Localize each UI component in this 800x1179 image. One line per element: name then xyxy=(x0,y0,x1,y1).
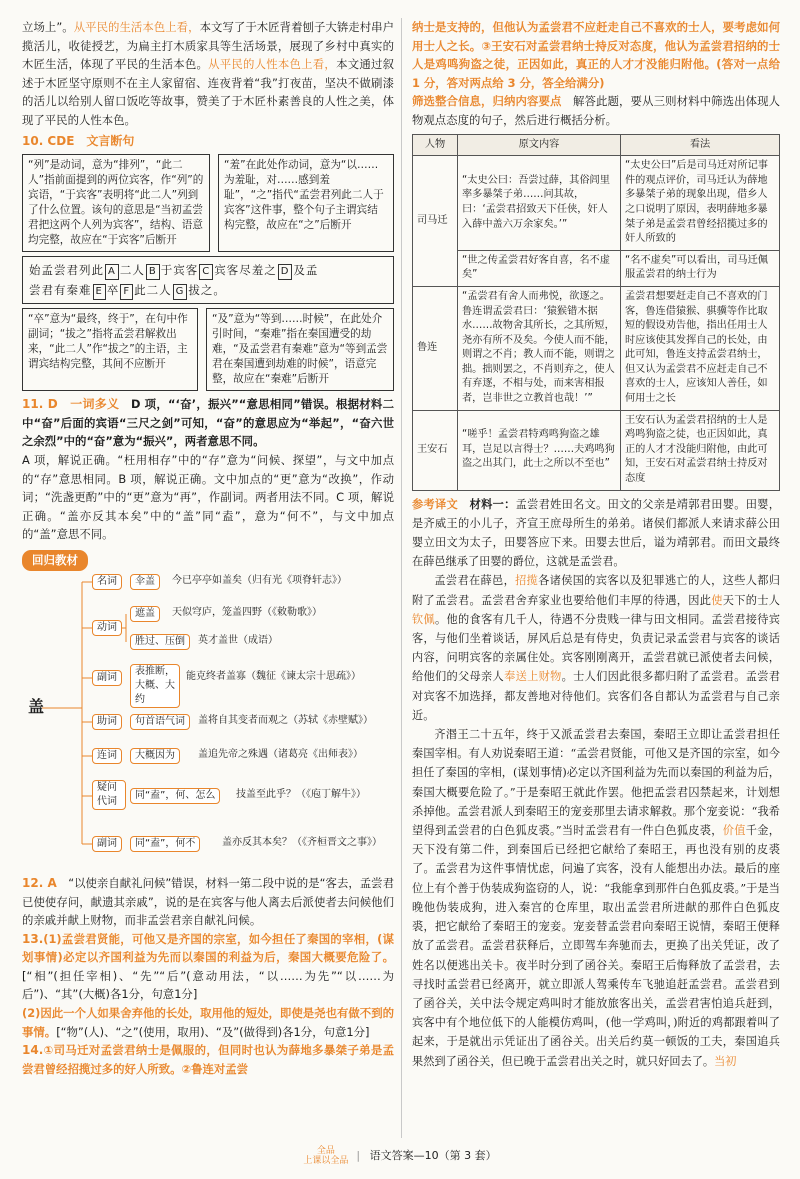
q10-note-zu: “卒”意为“最终，终于”，在句中作副词；“拔之”指将孟尝君解救出来，“此二人”作“拔之”的主语，主谓宾结构完整，其间不应断开 xyxy=(22,308,198,391)
translation-para-3: 齐湣王二十五年，终于又派孟尝君去秦国，秦昭王立即让孟尝君担任秦国宰相。有人劝说秦昭王道：“孟尝君贤能，可他又是齐国的宗室，如今担任了秦国的宰相，(谋划事情)必定以齐国利益为先而以秦国的利益为后，秦国大概要危险了。”于是秦昭王就此作罢。他把孟尝君囚禁起来，计划想杀掉他。孟尝君派人到秦昭王的宠妾那里去请求解救。那个宠妾说：“我希望得到孟尝君的白色狐皮裘。”当时孟尝君有一件白色狐皮裘，价值千金，天下没有第二件，到秦国后已经把它献给了秦昭王，再也没有别的皮裘了。孟尝君为这件事情忧虑，问遍了宾客，没有人能想出办法。最后的座位上有个善于伪装成狗盗窃的人，说：“我能拿到那件白色狐皮裘。”于是当晚他伪装成狗，进入秦宫的仓库里，取出孟尝君所进献的那件白色狐皮裘，把它献给了秦昭王的宠妾。宠妾替孟尝君向秦昭王说情，秦昭王便释放了孟尝君。孟尝君获释后，立即驾车奔驰而去，更换了出关凭证，改了姓名以便逃出关卡。夜半时分到了函谷关。秦昭王后悔释放了孟尝君，去寻找时孟尝君已经离开，就立即派人驾乘传车飞驰追赶孟尝君。孟尝君到了函谷关，关中法令规定鸡叫时才能放旅客出关，孟尝君害怕追兵赶到，宾客中有个地位低下的人能模仿鸡叫，(他一学鸡叫，)附近的鸡都跟着叫了起来，于是就出示凭证出了函谷关。出关后约莫一顿饭的工夫，秦国追兵果然到了函谷关，但已晚于孟尝君出关之时，就只好回去了。当初 xyxy=(412,728,780,1068)
node-conjunction-sense: 大概因为 xyxy=(130,748,180,764)
node-noun: 名词 xyxy=(92,574,122,590)
node-particle: 助词 xyxy=(92,714,122,730)
q10-note-lie: “列”是动词，意为“排列”，“此二人”指前面提到的两位宾客，作“列”的宾语，“于宾客”表明将“此二人”列到了什么位置。该句的意思是“当初孟尝君把这两个人列为宾客”，结构、语意均完整，故应在“于宾客”后断开 xyxy=(22,154,210,252)
q10-note-xiu: “羞”在此处作动词，意为“以……为羞耻，对……感到羞耻”，“之”指代“孟尝君列此二人于宾客”这件事，整个句子主谓宾结构完整，故应在“之”后断开 xyxy=(218,154,394,252)
q10-sentence-line2: 尝君有秦难 E 卒 F 此二人 G 拔之。 xyxy=(29,280,387,300)
table-cell-original: “世之传孟尝君好客自喜，名不虚矣” xyxy=(458,250,621,286)
q10-bottom-notes xyxy=(22,308,394,391)
mind-map-title: 回归教材 xyxy=(22,550,88,571)
answer-13: 13.(1)孟尝君贤能，可他又是齐国的宗室，如今担任了秦国的宰相，(谋划事情)必定以齐国利益为先而以秦国的利益为后，秦国大概要危险了。[“相”(担任宰相)、“先”“后”(意动用法，“以……为先”“以……为后”)、“其”(大概)各1分，句意1分] xyxy=(22,931,394,1002)
example-noun: 今已亭亭如盖矣（归有光《项脊轩志》） xyxy=(172,574,347,586)
answer-11: 11. D 一词多义 D 项，“‘奋’，振兴”“意思相同”错误。根据材料二中“奋”后面的宾语“三尺之剑”可知，“奋”的意思应为“举起”，“奋六世之余烈”中的“奋”意为“振兴”，两者意思不同。 xyxy=(22,397,394,449)
table-cell-person: 鲁连 xyxy=(413,286,458,410)
translation-para-1: 参考译文 材料一：孟尝君姓田名文。田文的父亲是靖郭君田婴。田婴，是齐威王的小儿子，齐宣王庶母所生的弟弟。诸侯们都派人来请求薛公田婴立田文为太子，田婴答应下来。田婴去世后，谥为靖郭君。而田文最终在薛邑继承了田婴的爵位，这就是孟尝君。 xyxy=(412,496,780,569)
left-column xyxy=(22,18,394,1078)
table-cell-view: “太史公曰”后是司马迁对所记事件的观点评价，司马迁认为薛地多暴桀子弟的现象出现，借乡人之口说明了原因，表明薛地多暴桀子弟是孟尝君曾经招揽过多的奸人所致的 xyxy=(621,156,780,251)
node-adverb-sense: 表推断，大概、大约 xyxy=(130,664,180,708)
analysis-intro: 筛选整合信息，归纳内容要点 解答此题，要从三则材料中筛选出体现人物观点态度的句子，然后进行概括分析。 xyxy=(412,94,780,127)
answer-12: 12. A “以使亲自献礼问候”错误，材料一第二段中说的是“客去，孟尝君已使使存问，献遗其亲戚”，说的是在宾客与他人离去后派使者去问候他们的亲戚并献上财物，而非孟尝君亲自献礼问候。 xyxy=(22,875,394,928)
node-adverb-2-sense: 同“盍”，何不 xyxy=(130,836,200,852)
break-mark-a: A xyxy=(105,264,119,280)
break-mark-b: B xyxy=(146,264,160,280)
mind-map xyxy=(22,550,394,868)
translation-para-2: 孟尝君在薛邑，招揽各诸侯国的宾客以及犯罪逃亡的人，这些人都归附了孟尝君。孟尝君舍弃家业也要给他们丰厚的待遇，因此使天下的士人钦佩。他的食客有几千人，待遇不分贵贱一律与田文相同。孟尝君接待宾客，与他们坐着谈话，屏风后总是有侍史，负责记录孟尝君与宾客的谈话内容，问明宾客的亲属住处。宾客刚刚离开，孟尝君就已派使者去问候，给他们的父母亲人奉送上财物。士人们因此很多都归附了孟尝君。孟尝君对宾客不加选择，都友善地对待他们。宾客们各自都认为孟尝君与自己亲近。 xyxy=(412,574,780,722)
table-row xyxy=(413,286,780,410)
q10-sentence xyxy=(22,256,394,304)
q10-heading: 10. CDE 文言断句 xyxy=(22,133,135,148)
mind-map-root: 盖 xyxy=(28,696,45,716)
q10-sentence-line1: 始孟尝君列此 A 二人 B 于宾客 C 宾客尽羞之 D 及孟 xyxy=(29,260,387,280)
q10-top-notes xyxy=(22,154,394,252)
table-cell-person: 王安石 xyxy=(413,410,458,490)
answer-14-continued: 纳士是支持的，但他认为孟尝君不应赶走自己不喜欢的士人，要考虑如何用士人之长。③王安石对孟尝君纳士持反对态度，他认为孟尝君招纳的士人是鸡鸣狗盗之徒，正因如此，真正的人才才没能归附他。(答对一点给 1 分，答对两点给 3 分，答全给满分) xyxy=(412,20,780,90)
node-particle-sense: 句首语气词 xyxy=(130,714,190,730)
table-header-row xyxy=(413,134,780,156)
node-verb: 动词 xyxy=(92,620,122,636)
break-mark-g: G xyxy=(173,284,188,300)
table-header-person: 人物 xyxy=(413,134,458,156)
publisher-logo: 全品 上课以全品 xyxy=(303,1146,349,1166)
node-interrogative-sense: 同“盍”，何、怎么 xyxy=(130,788,220,804)
table-row xyxy=(413,156,780,251)
answer-11-detail: A 项，解说正确。“枉用相存”中的“存”意为“问候、探望”，与文中加点的“存”意思相同。B 项，解说正确。文中加点的“更”意为“改换”，作动词；“洗盏更酌”中的“更”意为“再”，作副词。两者用法不同。C 项，解说正确。“盖亦反其本矣”中的“盖”同“盍”，意为“何不”，与文中加点的“盖”意思不同。 xyxy=(22,452,394,542)
table-header-original: 原文内容 xyxy=(458,134,621,156)
node-interrogative: 疑问代词 xyxy=(92,780,126,810)
right-column xyxy=(412,18,780,1071)
node-adverb: 副词 xyxy=(92,670,122,686)
table-cell-view: 孟尝君想要赶走自己不喜欢的门客，鲁连借猿猴、骐骥等作比取短的假设劝告他，指出任用士人时应该使其发挥自己的长处，由此可知，鲁连支持孟尝君纳士，但又认为孟尝君不应赶走自己不喜欢的士人，应该知人善任，如何用士之长 xyxy=(621,286,780,410)
page-footer: 全品 上课以全品 | 语文答案—10（第 3 套） xyxy=(303,1146,497,1166)
table-cell-view: “名不虚矣”可以看出，司马迁佩服孟尝君的纳士行为 xyxy=(621,250,780,286)
answer-14: 14.①司马迁对孟尝君纳士是佩服的，但同时也认为薛地多暴桀子弟是孟尝君曾经招揽过多的好人所致。②鲁连对孟尝 xyxy=(22,1043,394,1076)
answer-9-continued: 立场上”。从平民的生活本色上看，本文写了于木匠背着刨子大锛走村串户揽活儿，收徒授艺，为扁主打木质家具等生活场景，展现了乡村中真实的木匠生活，体现了平民的生活本色。从平民的人性本色上看，本文通过叙述于木匠坚守原则不在主人家留宿、连夜背着“我”打夜苗，坚决不做刷漆的活儿以给别人留口饭吃等故事，赞美了于木匠朴素善良的人性之美，体现了平民的人性本色。 xyxy=(22,20,394,127)
table-cell-view: 王安石认为孟尝君招纳的士人是鸡鸣狗盗之徒，也正因如此，真正的人才才没能归附他，由此可知，王安石对孟尝君纳士持反对态度 xyxy=(621,410,780,490)
table-cell-original: “太史公曰：吾尝过薛，其俗闾里率多暴桀子弟……问其故，曰：‘孟尝君招致天下任侠，奸人入薛中盖六万余家矣。’” xyxy=(458,156,621,251)
break-mark-c: C xyxy=(199,264,213,280)
example-interrogative: 技盖至此乎？（《庖丁解牛》） xyxy=(236,788,366,800)
table-header-view: 看法 xyxy=(621,134,780,156)
reference-translation xyxy=(412,495,780,1071)
break-mark-d: D xyxy=(278,264,293,280)
break-mark-e: E xyxy=(93,284,106,300)
example-verb-surpass: 英才盖世（成语） xyxy=(198,634,278,646)
table-cell-person: 司马迁 xyxy=(413,156,458,287)
table-row xyxy=(413,250,780,286)
page-number: 语文答案—10（第 3 套） xyxy=(369,1149,497,1162)
node-verb-sense-surpass: 胜过、压倒 xyxy=(130,634,190,650)
example-adverb: 能克终者盖寡（魏征《谏太宗十思疏》） xyxy=(186,670,361,682)
example-adverb-2: 盖亦反其本矣？（《齐桓晋文之事》） xyxy=(222,836,382,848)
viewpoint-table xyxy=(412,134,780,491)
break-mark-f: F xyxy=(120,284,133,300)
table-cell-original: “嗟乎！孟尝君特鸡鸣狗盗之雄耳，岂足以言得士？……夫鸡鸣狗盗之出其门，此士之所以不至也” xyxy=(458,410,621,490)
node-conjunction: 连词 xyxy=(92,748,122,764)
example-particle: 盖将自其变者而观之（苏轼《赤壁赋》） xyxy=(198,714,373,726)
example-conjunction: 盖追先帝之殊遇（诸葛亮《出师表》） xyxy=(198,748,363,760)
example-verb-cover: 天似穹庐，笼盖四野（《敕勒歌》） xyxy=(172,606,322,618)
node-adverb-2: 副词 xyxy=(92,836,122,852)
q10-note-ji: “及”意为“等到……时候”，在此处介引时间，“秦难”指在秦国遭受的劫难，“及孟尝君有秦难”意为“等到孟尝君在秦国遭到劫难的时候”，语意完整，故应在“秦难”后断开 xyxy=(206,308,394,391)
answer-13-2: (2)因此一个人如果舍弃他的长处，取用他的短处，即使是尧也有做不到的事情。[“物”(人)、“之”(使用，取用)、“及”(做得到)各1分，句意1分] xyxy=(22,1006,394,1039)
table-row xyxy=(413,410,780,490)
node-verb-sense-cover: 遮盖 xyxy=(130,606,160,622)
column-divider xyxy=(401,18,402,1138)
table-cell-original: “孟尝君有舍人而弗悦，欲逐之。鲁连谓孟尝君曰：‘猿猴错木据水……故物舍其所长，之其所短，尧亦有所不及矣。今使人而不能，则谓之不肖；教人而不能，则谓之拙。拙则罢之，不肖则弃之，使人有弃逐，不相与处，而来害相报者，岂非世之立教首也哉！’” xyxy=(458,286,621,410)
node-noun-sense: 伞盖 xyxy=(130,574,160,590)
